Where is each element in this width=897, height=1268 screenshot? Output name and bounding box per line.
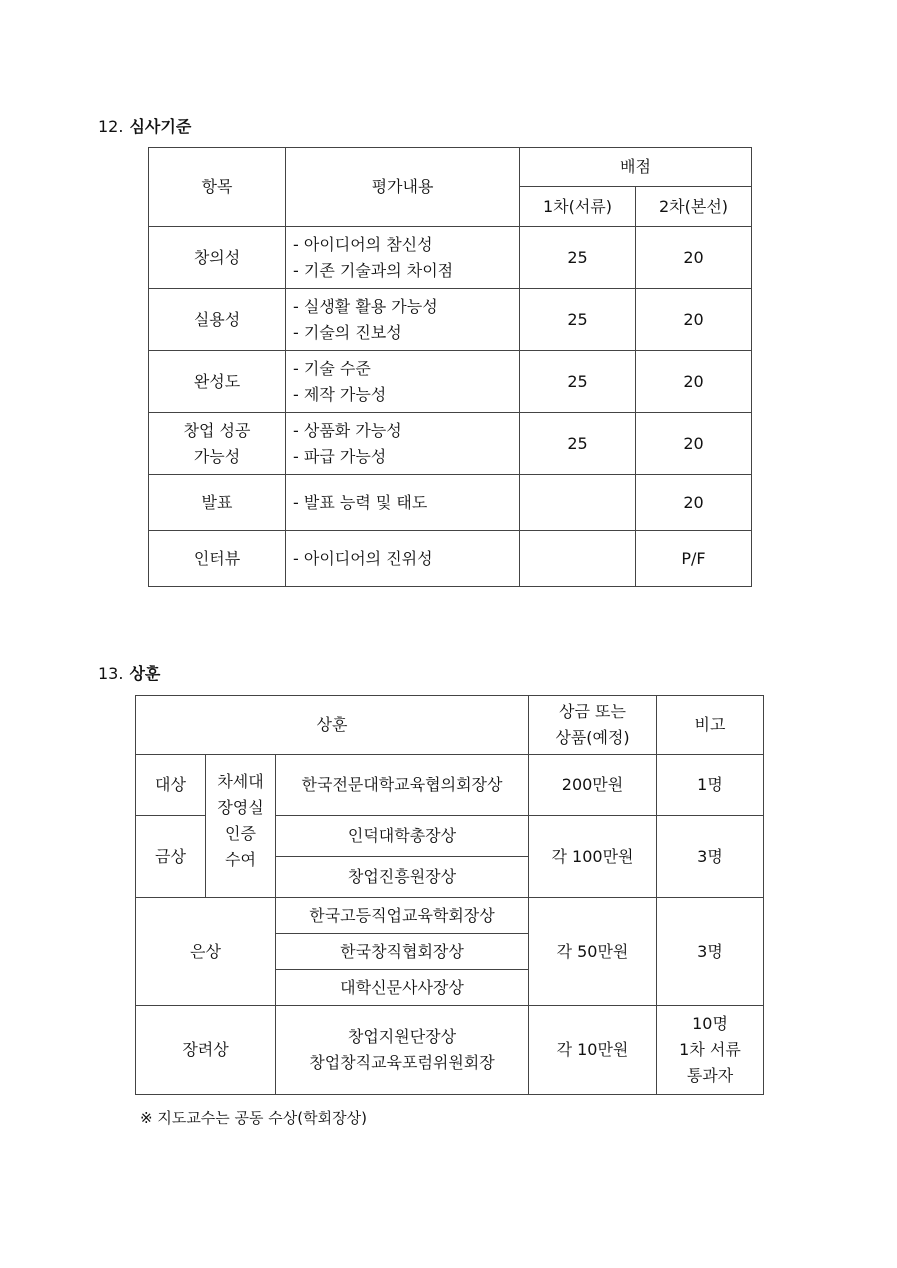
criteria-content: - 발표 능력 및 태도 — [286, 475, 520, 531]
award-prize: 각 100만원 — [529, 816, 657, 898]
table-row — [149, 413, 752, 475]
section-13-title — [98, 661, 160, 684]
footnote: ※ 지도교수는 공동 수상(학회장상) — [140, 1109, 367, 1127]
criteria-item: 창의성 — [149, 227, 286, 289]
award-remark: 3명 — [657, 816, 764, 898]
second-round-score: 20 — [636, 227, 752, 289]
header-content: 평가내용 — [286, 148, 520, 227]
table-row — [149, 227, 752, 289]
second-round-score: 20 — [636, 475, 752, 531]
awards-table — [135, 695, 764, 1095]
section-number: 13. — [98, 664, 124, 683]
first-round-score: 25 — [520, 289, 636, 351]
table-row — [149, 289, 752, 351]
criteria-content: - 아이디어의 참신성 - 기존 기술과의 차이점 — [286, 227, 520, 289]
header-remark: 비고 — [657, 696, 764, 755]
award-giver: 한국고등직업교육학회장상 — [276, 898, 529, 934]
second-round-score: 20 — [636, 351, 752, 413]
award-remark: 10명 1차 서류 통과자 — [657, 1006, 764, 1095]
criteria-content: - 상품화 가능성 - 파급 가능성 — [286, 413, 520, 475]
first-round-score: 25 — [520, 413, 636, 475]
header-first-round: 1차(서류) — [520, 187, 636, 227]
criteria-item: 발표 — [149, 475, 286, 531]
table-row — [149, 531, 752, 587]
header-prize: 상금 또는 상품(예정) — [529, 696, 657, 755]
evaluation-criteria-table — [148, 147, 752, 587]
award-remark: 1명 — [657, 755, 764, 816]
award-giver: 대학신문사사장상 — [276, 970, 529, 1006]
award-prize: 각 50만원 — [529, 898, 657, 1006]
table-row — [149, 351, 752, 413]
table-row — [136, 755, 764, 816]
award-grand-label: 대상 — [136, 755, 206, 816]
second-round-score: 20 — [636, 413, 752, 475]
award-giver: 한국창직협회장상 — [276, 934, 529, 970]
award-gold-label: 금상 — [136, 816, 206, 898]
header-award: 상훈 — [136, 696, 529, 755]
criteria-item: 완성도 — [149, 351, 286, 413]
award-giver: 한국전문대학교육협의회장상 — [276, 755, 529, 816]
criteria-item: 창업 성공 가능성 — [149, 413, 286, 475]
criteria-item: 실용성 — [149, 289, 286, 351]
section-heading: 심사기준 — [129, 117, 192, 136]
criteria-item: 인터뷰 — [149, 531, 286, 587]
award-prize: 각 10만원 — [529, 1006, 657, 1095]
second-round-score: P/F — [636, 531, 752, 587]
award-giver: 인덕대학총장상 — [276, 816, 529, 857]
table-row — [136, 1006, 764, 1095]
certification-note: 차세대 장영실 인증 수여 — [206, 755, 276, 898]
header-second-round: 2차(본선) — [636, 187, 752, 227]
award-giver: 창업진흥원장상 — [276, 857, 529, 898]
criteria-content: - 기술 수준 - 제작 가능성 — [286, 351, 520, 413]
section-heading: 상훈 — [129, 664, 161, 683]
header-item: 항목 — [149, 148, 286, 227]
first-round-score: 25 — [520, 227, 636, 289]
criteria-content: - 아이디어의 진위성 — [286, 531, 520, 587]
section-12-title — [98, 114, 191, 137]
award-prize: 200만원 — [529, 755, 657, 816]
award-silver-label: 은상 — [136, 898, 276, 1006]
award-giver: 창업지원단장상 창업창직교육포럼위원회장 — [276, 1006, 529, 1095]
criteria-content: - 실생활 활용 가능성 - 기술의 진보성 — [286, 289, 520, 351]
first-round-score — [520, 475, 636, 531]
first-round-score: 25 — [520, 351, 636, 413]
table-row — [136, 898, 764, 934]
second-round-score: 20 — [636, 289, 752, 351]
award-remark: 3명 — [657, 898, 764, 1006]
section-number: 12. — [98, 117, 124, 136]
award-encouragement-label: 장려상 — [136, 1006, 276, 1095]
first-round-score — [520, 531, 636, 587]
table-row — [149, 475, 752, 531]
header-score: 배점 — [520, 148, 752, 187]
